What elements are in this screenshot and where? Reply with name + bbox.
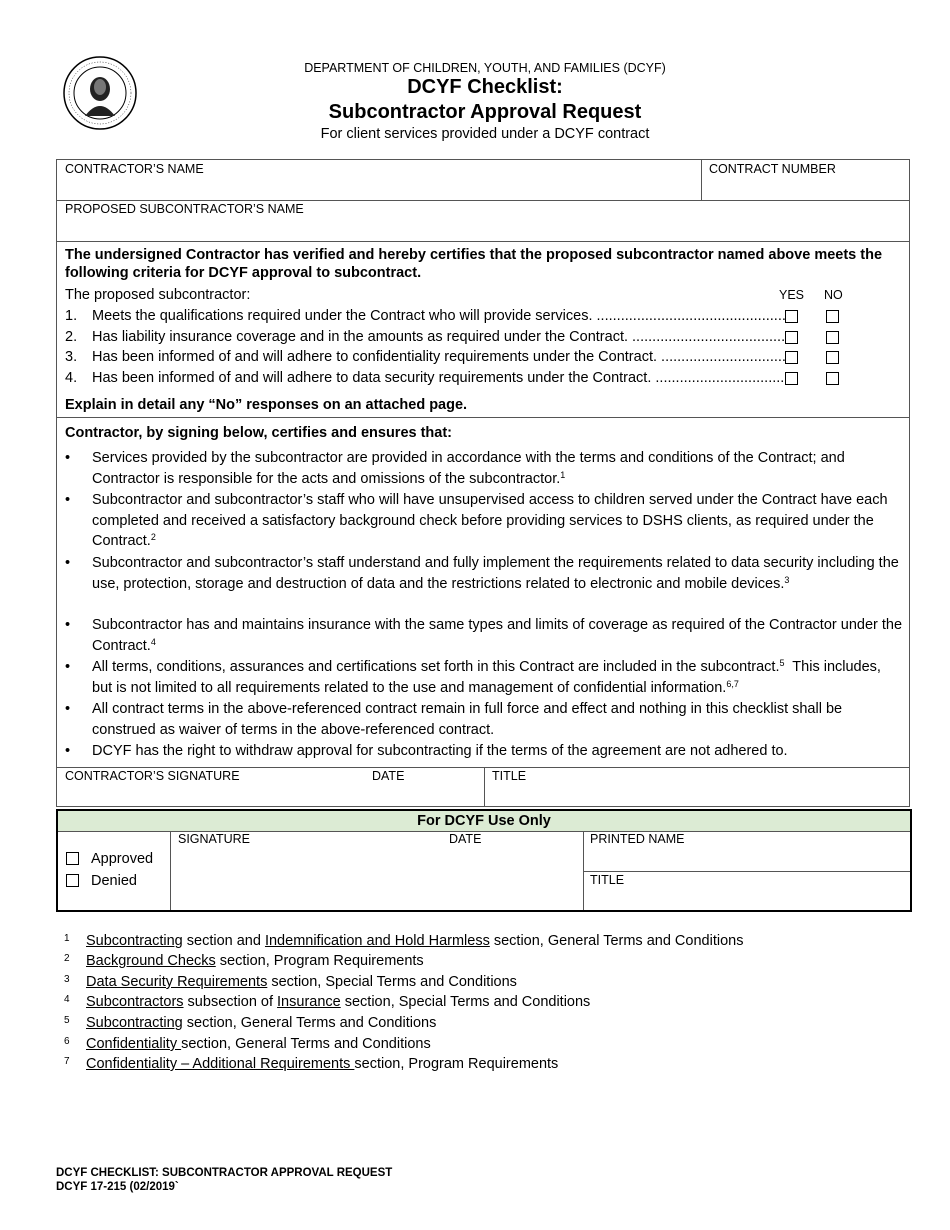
criterion-text: Has liability insurance coverage and in the amounts as required under the Contract. ..... [92,327,785,347]
footnote-link: Subcontractors [86,994,184,1010]
form-footer-title: DCYF CHECKLIST: SUBCONTRACTOR APPROVAL REQUEST [56,1167,393,1179]
footnote-text: section, Program Requirements [354,1056,559,1072]
footnote-number: 5 [64,1015,70,1026]
footnote-text: subsection of [183,994,278,1010]
approved-checkbox[interactable] [66,852,79,865]
explain-no-instruction: Explain in detail any “No” responses on an attached page. [65,397,468,413]
criterion-text: Has been informed of and will adhere to confidentiality requirements under the Contract. ..... [92,347,785,367]
footnote-number: 2 [64,953,70,964]
contractor-name-label: CONTRACTOR’S NAME [65,162,204,176]
footnote-ref: 1 [560,469,566,480]
footnote-number: 1 [64,933,70,944]
dcyf-title-field[interactable] [590,873,902,907]
assurance-text-continued: This includes, but is not limited to all requirements related to the use and management of confidential information. [92,659,885,696]
dcyf-date-label: DATE [449,832,482,846]
criterion-2-no-checkbox[interactable] [826,331,839,344]
footnote-link: Indemnification and Hold Harmless [264,933,490,949]
form-title-line1: DCYF Checklist: [407,76,563,98]
footnote-link: Subcontracting [86,933,183,949]
criteria-lead: The proposed subcontractor: [65,287,251,303]
footnote-text: section, General Terms and Conditions [182,1015,437,1031]
assurances-heading: Contractor, by signing below, certifies and ensures that: [65,425,453,441]
bullet-icon: • [65,659,71,675]
dcyf-printed-name-field[interactable] [590,832,902,866]
criterion-number: 4. [65,370,78,386]
dcyf-date-field[interactable] [449,832,574,906]
footnote-link: Background Checks [86,953,216,969]
footnote-link: Confidentiality [86,1036,182,1052]
criterion-number: 3. [65,349,78,365]
state-seal-logo [63,56,137,130]
footnote-link: Subcontracting [86,1015,183,1031]
criterion-2-yes-checkbox[interactable] [785,331,798,344]
signature-date-label: DATE [372,769,405,783]
assurance-text: DCYF has the right to withdraw approval for subcontracting if the terms of the agreement are not adhered to. [92,743,788,759]
criterion-text: Has been informed of and will adhere to data security requirements under the Contract. ..... [92,368,785,388]
criterion-4-no-checkbox[interactable] [826,372,839,385]
footnote-ref: 5 [779,658,785,668]
dcyf-printed-name-label: PRINTED NAME [590,832,685,846]
contract-number-field[interactable] [709,162,904,196]
contractor-signature-field[interactable] [65,769,365,803]
footnote-number: 3 [64,974,70,985]
footnote-text: section, Program Requirements [215,953,424,969]
footnote-link: Confidentiality – Additional Requirements [86,1056,355,1072]
criterion-4-yes-checkbox[interactable] [785,372,798,385]
denied-checkbox[interactable] [66,874,79,887]
form-title-line2: Subcontractor Approval Request [328,101,642,123]
certification-intro: The undersigned Contractor has verified and hereby certifies that the proposed subcontractor named above meets the following criteria for DCYF approval to subcontract. [65,247,883,281]
approved-label: Approved [91,851,154,867]
assurance-bullet-6 [65,699,903,740]
footnote-number: 6 [64,1036,70,1047]
dcyf-use-only-heading: For DCYF Use Only [58,811,910,832]
footnote-ref: 2 [150,532,156,542]
contractor-title-field[interactable] [492,769,902,803]
bullet-icon: • [65,617,71,633]
denied-label: Denied [91,873,137,889]
bullet-icon: • [65,450,71,466]
assurance-text: Services provided by the subcontractor are provided in accordance with the terms and conditions of the Contract; and Contractor is responsible for the acts and omissions of the subcontractor. [92,450,845,487]
footnote-text: section and [182,933,265,949]
criterion-1 [65,306,785,326]
subcontractor-name-label: PROPOSED SUBCONTRACTOR’S NAME [65,202,304,216]
criterion-4 [65,368,785,388]
contract-number-label: CONTRACT NUMBER [709,162,836,176]
bullet-icon: • [65,555,71,571]
footnote-ref: 4 [150,636,156,647]
subcontractor-name-field[interactable] [65,202,905,236]
bullet-icon: • [65,701,71,717]
footnote-number: 4 [64,994,70,1005]
footnote-link: Insurance [277,994,341,1010]
assurance-text: All contract terms in the above-referenced contract remain in full force and effect and nothing in this checklist shall be construed as waiver of terms in the above-referenced contract. [92,701,843,738]
assurance-bullet-2 [65,490,903,552]
criterion-number: 2. [65,329,78,345]
footnote-number: 7 [64,1056,70,1067]
dcyf-signature-label: SIGNATURE [178,832,250,846]
footnote-ref: 6,7 [726,678,739,689]
dcyf-title-label: TITLE [590,873,625,887]
footnote-text: section, General Terms and Conditions [489,933,744,949]
assurance-text: Subcontractor and subcontractor’s staff who will have unsupervised access to children served under the Contract have each completed and received a satisfactory background check before providing services to DSHS clients, as required under the Contract. [92,492,888,549]
footnote-link: Data Security Requirements [86,974,268,990]
contractor-name-field[interactable] [65,162,695,196]
form-footer-number: DCYF 17-215 (02/2019` [56,1181,179,1193]
form-subtitle: For client services provided under a DCYF contract [320,126,650,142]
footnote-ref: 3 [784,574,790,585]
criterion-2 [65,327,785,347]
assurance-bullet-7 [65,741,903,762]
criterion-3-no-checkbox[interactable] [826,351,839,364]
assurance-bullet-1 [65,448,903,489]
footnote-text: section, General Terms and Conditions [181,1036,431,1052]
assurance-text: Subcontractor and subcontractor’s staff understand and fully implement the requirements related to data security including the use, protection, storage and destruction of data and the restrictions related to electronic and mobile devices. [92,555,899,592]
assurance-bullet-5 [65,657,903,698]
criterion-3-yes-checkbox[interactable] [785,351,798,364]
criterion-text: Meets the qualifications required under the Contract who will provide services. ..... [92,306,785,326]
criterion-1-yes-checkbox[interactable] [785,310,798,323]
bullet-icon: • [65,492,71,508]
assurance-bullet-4 [65,615,903,656]
contractor-signature-label: CONTRACTOR’S SIGNATURE [65,769,240,783]
assurance-text: All terms, conditions, assurances and certifications set forth in this Contract are included in the subcontract. [92,659,780,675]
criterion-1-no-checkbox[interactable] [826,310,839,323]
assurance-bullet-3 [65,553,903,594]
criterion-3 [65,347,785,367]
bullet-icon: • [65,743,71,759]
signature-date-field[interactable] [372,769,477,803]
criterion-number: 1. [65,308,78,324]
no-column-header: NO [824,288,843,302]
yes-column-header: YES [779,288,805,302]
dcyf-signature-field[interactable] [178,832,438,906]
department-name: DEPARTMENT OF CHILDREN, YOUTH, AND FAMILIES (DCYF) [304,61,666,75]
contractor-title-label: TITLE [492,769,527,783]
assurance-text: Subcontractor has and maintains insurance with the same types and limits of coverage as required of the Contractor under the Contract. [92,617,903,654]
footnote-text: section, Special Terms and Conditions [340,994,591,1010]
footnote-text: section, Special Terms and Conditions [267,974,517,990]
